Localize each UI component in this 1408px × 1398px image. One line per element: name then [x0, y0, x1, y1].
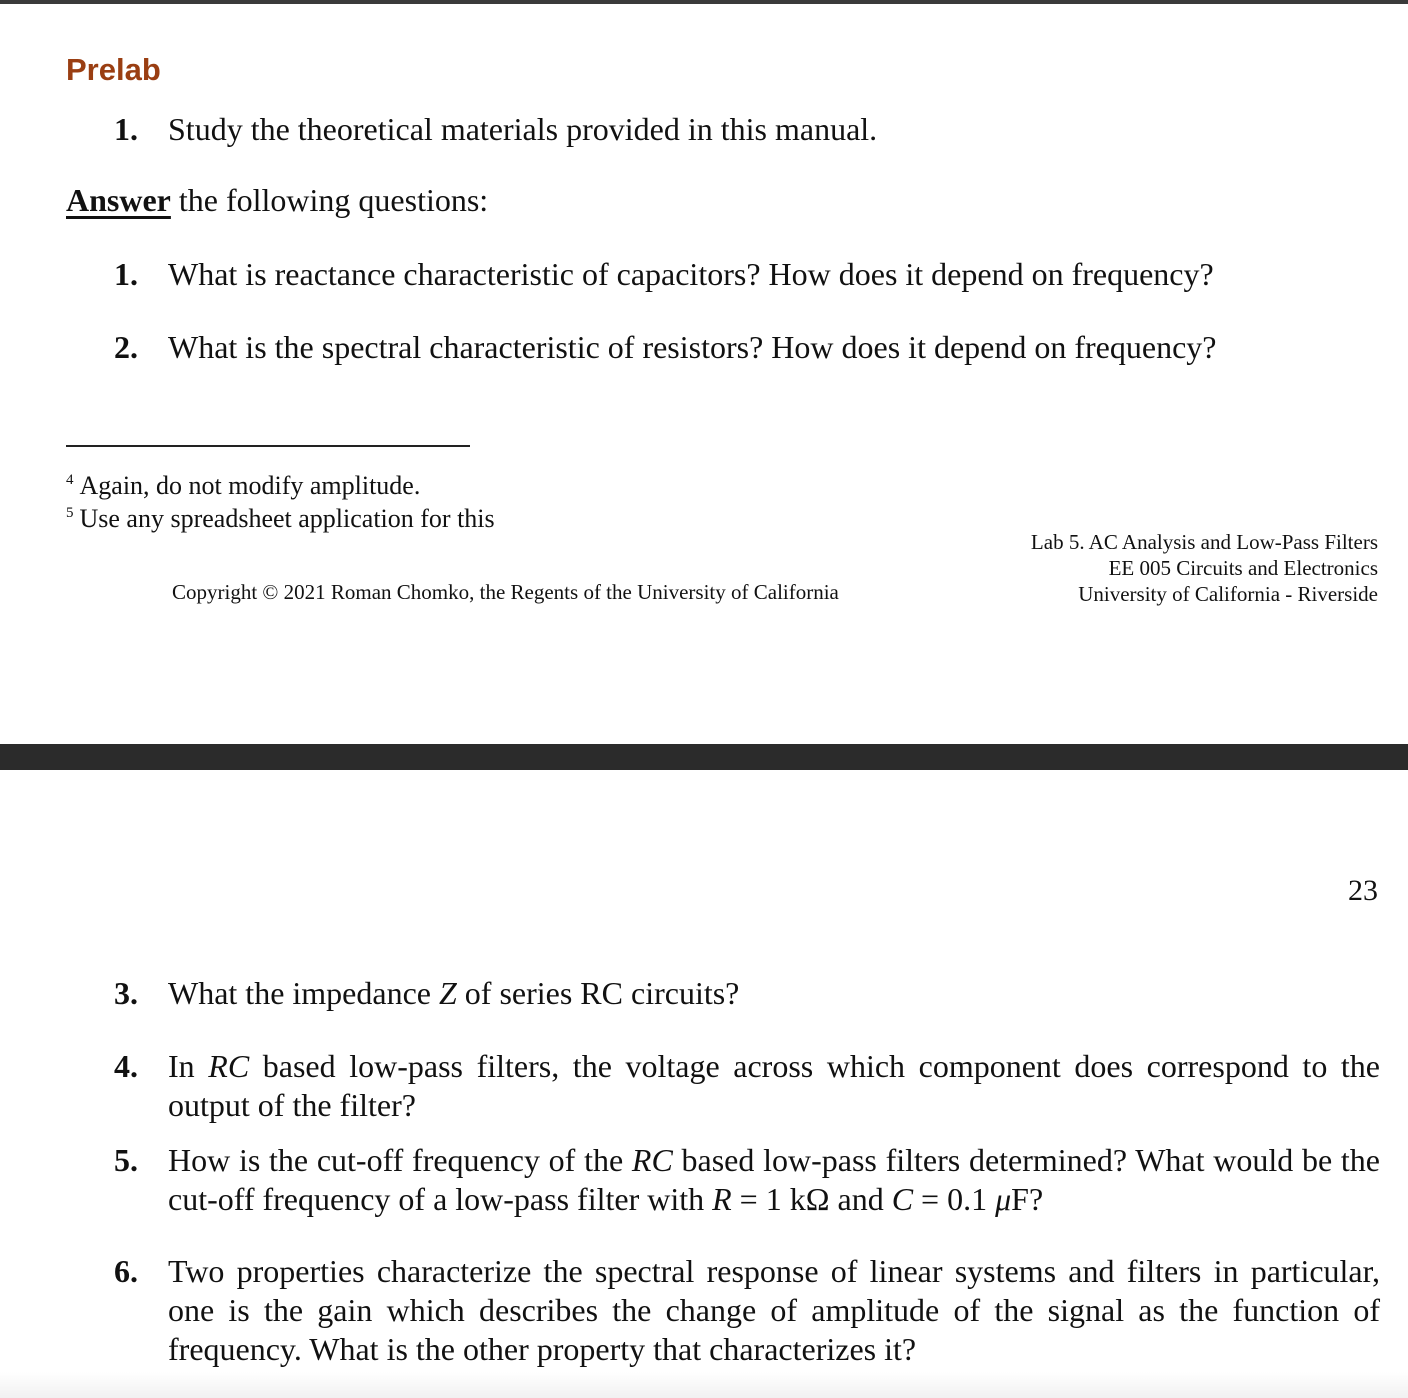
question-text: What is the spectral characteristic of resistors? How does it depend on frequency?	[168, 329, 1217, 365]
symbol-mu: μ	[995, 1181, 1012, 1217]
text-part: How is the cut-off frequency of the	[168, 1142, 632, 1178]
course-name: EE 005 Circuits and Electronics	[1108, 556, 1378, 580]
variable-rc: RC	[208, 1048, 250, 1084]
question-text	[168, 974, 1380, 1013]
footnote-text: Again, do not modify amplitude.	[79, 471, 421, 500]
item-number: 1.	[114, 111, 138, 147]
question-number: 5.	[114, 1142, 138, 1178]
text-part: based low-pass filters determined? What would be the cut-off frequency of a low-pass filter with	[168, 1142, 1381, 1217]
top-border	[0, 0, 1408, 4]
university-name: University of California - Riverside	[1078, 582, 1378, 606]
question-text: What is reactance characteristic of capacitors? How does it depend on frequency?	[168, 256, 1214, 292]
question-number: 4.	[114, 1048, 138, 1084]
footnote-mark: 5	[66, 505, 74, 521]
text-part: = 1 kΩ and	[731, 1181, 892, 1217]
footnote-mark: 4	[66, 472, 74, 488]
lab-info-block	[1031, 529, 1378, 607]
page-separator	[0, 744, 1408, 770]
answer-rest: the following questions:	[170, 182, 489, 218]
question-number: 2.	[114, 329, 138, 365]
question-3	[114, 974, 1380, 1013]
answer-instruction	[66, 180, 488, 220]
text-part: F?	[1011, 1181, 1044, 1217]
question-text: Two properties characterize the spectral response of linear systems and filters in particular, one is the gain which describes the change of amplitude of the signal as the function of frequency. What is the other property that characterizes it?	[168, 1253, 1380, 1367]
copyright-notice: Copyright © 2021 Roman Chomko, the Regents of the University of California	[172, 580, 839, 604]
text-part: based low-pass filters, the voltage across which component does correspond to the output of the filter?	[168, 1048, 1381, 1123]
question-2	[114, 328, 1380, 367]
question-5	[114, 1141, 1380, 1219]
prelab-item-1	[114, 110, 1380, 149]
item-text: Study the theoretical materials provided in this manual.	[168, 111, 878, 147]
lab-title: Lab 5. AC Analysis and Low-Pass Filters	[1030, 530, 1378, 554]
answer-keyword: Answer	[66, 182, 171, 218]
section-heading-prelab: Prelab	[66, 52, 161, 87]
variable-c: C	[891, 1181, 914, 1217]
page-number: 23	[1348, 874, 1378, 907]
variable-rc: RC	[631, 1142, 673, 1178]
question-text	[168, 1141, 1380, 1219]
variable-r: R	[712, 1181, 732, 1217]
question-6	[114, 1252, 1380, 1369]
question-text	[168, 1047, 1380, 1125]
question-number: 3.	[114, 975, 138, 1011]
bottom-edge	[0, 1372, 1408, 1398]
text-part: = 0.1	[913, 1181, 996, 1217]
footnote-divider	[66, 445, 470, 447]
text-part: In	[168, 1048, 209, 1084]
text-part: What the impedance	[168, 975, 439, 1011]
variable-z: Z	[438, 975, 457, 1011]
text-part: of series RC circuits?	[456, 975, 740, 1011]
question-1	[114, 255, 1380, 294]
question-4	[114, 1047, 1380, 1125]
footnote-text: Use any spreadsheet application for this	[79, 504, 495, 533]
footnote-5	[66, 497, 495, 535]
question-number: 1.	[114, 256, 138, 292]
question-number: 6.	[114, 1253, 138, 1289]
